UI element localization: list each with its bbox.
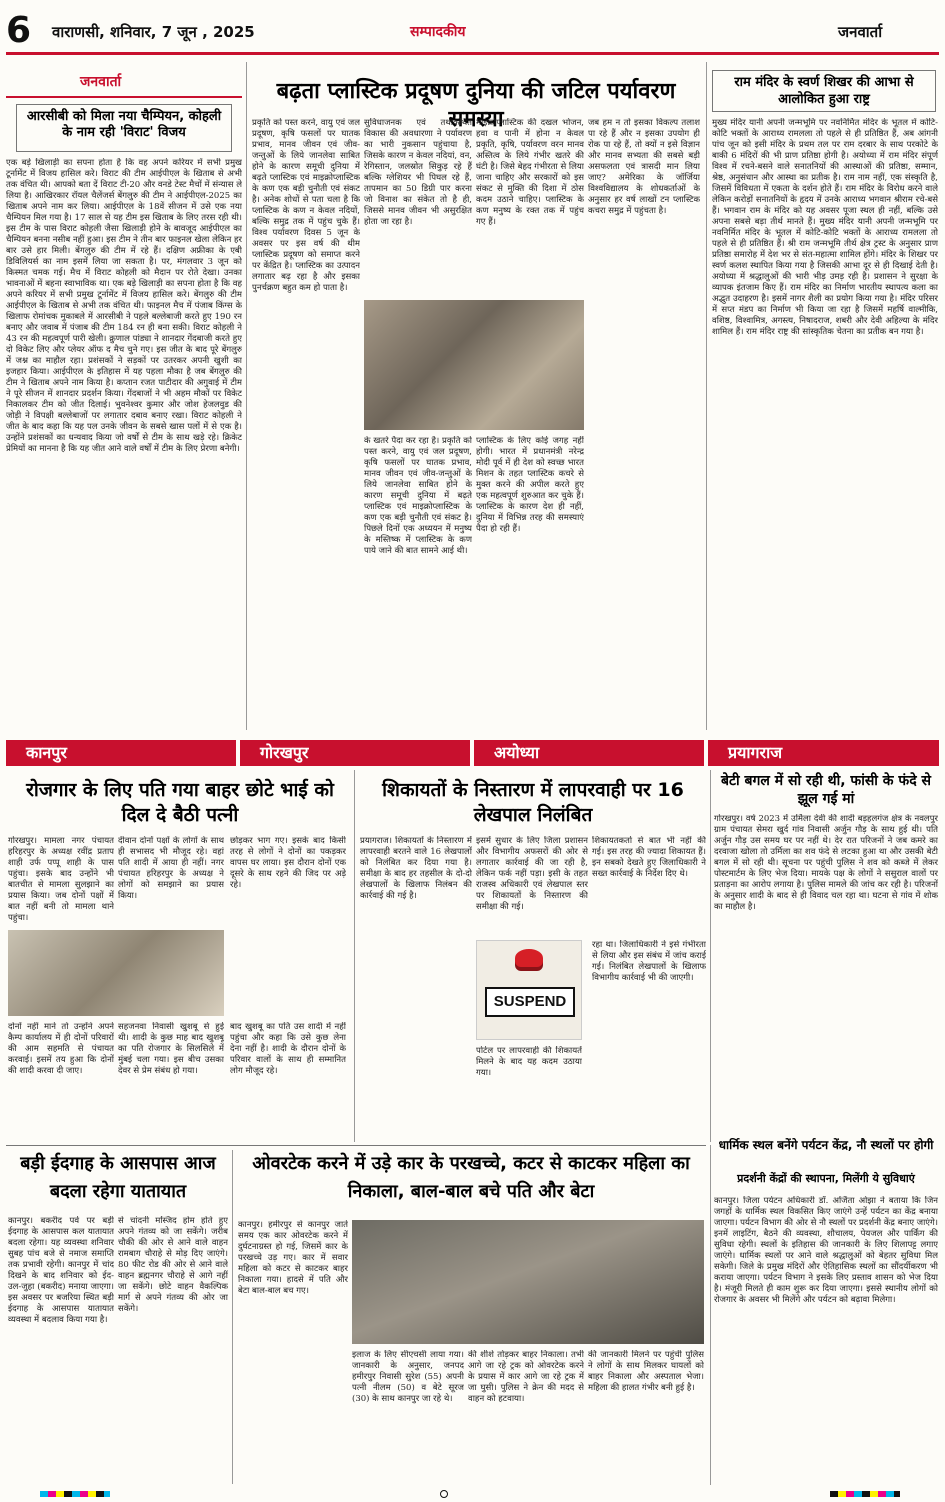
- tourism-story-subhead: प्रदर्शनी केंद्रों की स्थापना, मिलेंगी ये सुविधाएं: [737, 1172, 915, 1185]
- main-article-col-3: माइक्रोप्लास्टिक की दखल भोजन, हवा व पानी में होना न केवल प्रकृति, कृषि, पर्यावरण वरन मानव अस्तित्व के लिये गंभीर खतरे की घंटी है। जिसे बेहद गंभीरता से लिया जाना चाहिए और सरकारों को इस संकट से मुक्ति की दिशा में ठोस कदम उठाने चाहिए। प्लास्टिक के कण मनुष्य के रक्त तक में पहुंच गए हैं।: [476, 118, 584, 227]
- accident-story-col-4: की जानकारी मिलने पर पहुंची पुलिस ने लोगों के साथ मिलकर घायलों को बाहर निकाला और अस्पताल भेजा। महिला की हालत गंभीर बनी हुई है।: [588, 1350, 704, 1393]
- suspend-graphic: [476, 940, 582, 1040]
- tourism-story-headline: धार्मिक स्थल बनेंगे पर्यटन केंद्र, नौ स्थलों पर होगी: [718, 1138, 934, 1152]
- registration-marks: [0, 1488, 945, 1500]
- ayodhya-story-col-3: शिकायतकर्ता से बात भी नहीं की गई। इस तरह की ज्यादा शिकायत हैं। इन सबको देखते हुए जिलाधिकारी ने सख्त कार्रवाई के निर्देश दिए थे।: [592, 836, 706, 879]
- page-number: 6: [6, 10, 32, 51]
- column-rule: [232, 1150, 233, 1484]
- column-rule: [710, 1145, 711, 1485]
- kanpur-story-col-6: बाद खुशबू का पति उस शादी में नहीं पहुंचा और कहा कि उसे कुछ लेना देना नहीं है। शादी के दौरान दोनों के परिवार वालों के साथ ही सम्मानित लोग मौजूद रहे।: [230, 1022, 346, 1076]
- prayagraj-story-body: गोरखपुर। वर्ष 2023 में उर्मिला देवी की शादी बड़हलगंज क्षेत्र के नवलपुर ग्राम पंचायत सेमरा खुर्द गांव निवासी अर्जुन गौड़ के साथ हुई थी। पति अर्जुन गौड़ उस समय घर पर नहीं थे। देर रात परिजनों ने जब कमरे का दरवाजा खोला तो उर्मिला का शव फंदे से लटका हुआ था और उसकी बेटी बगल में सो रही थी। सूचना पर पहुंची पुलिस ने शव को कब्जे में लेकर पोस्टमार्टम के लिए भेज दिया। मायके पक्ष के लोगों ने ससुराल वालों पर प्रताड़ना का आरोप लगाया है। पुलिस मामले की जांच कर रही है। परिजनों के अनुसार शादी के बाद से ही विवाद चल रहा था। घटना से गांव में शोक का माहौल है।: [714, 814, 938, 912]
- ayodhya-story-col-4: रहा था। जिलाधिकारी ने इसे गंभीरता से लिया और इस संबंध में जांच कराई गई। निलंबित लेखपालों के खिलाफ विभागीय कार्रवाई भी की जाएगी।: [592, 940, 706, 983]
- column-rule: [354, 770, 355, 1142]
- left-article-body: एक बड़े खिलाड़ी का सपना होता है कि वह अपने करियर में सभी प्रमुख टूर्नामेंट में विजय हासिल करे। विराट की टीम आईपीएल के खिताब से अभी तक वंचित थी। आपको बता दें विराट टी-20 और वनडे टेस्ट मैचों में संन्यास ले लिया है। आखिरकार रॉयल चैलेंजर्स बेंगलुरु की टीम ने आईपीएल-2025 का खिताब अपने नाम कर लिया। आईपीएल के 18वें सीजन में उसे एक नया चैम्पियन मिल गया है। 17 साल से यह टीम इस खिताब के लिए तरस रही थी। इस टीम के पास विराट कोहली जैसा खिलाड़ी होने के बावजूद आईपीएल का चैम्पियन बनना नसीब नहीं हुआ। इस टीम ने तीन बार फाइनल खेला लेकिन हर बार उसे हार मिली। बेंगलुरु की टीम में रहे हैं। दक्षिण अफ्रीका के एबी डिविलियर्स का नाम इसमें लिया जा सकता है। पर, मंगलवार 3 जून को किस्मत चमक गई। मैच में विराट कोहली को मैदान पर रोते देखा। उनका भावनाओं में बहना स्वाभाविक था। एक बड़े खिलाड़ी का सपना होता है कि वह अपने करियर में सभी प्रमुख टूर्नामेंट में विजय हासिल करे। बेंगलुरु की टीम आईपीएल के खिताब से अभी तक वंचित थी। फाइनल मैच में पंजाब किंग्स के खिलाफ रोमांचक मुकाबले में आरसीबी ने पहले बल्लेबाजी करते हुए 190 रन बनाए और जवाब में पंजाब की टीम 184 रन ही बना सकी। विराट कोहली ने 43 रन की महत्वपूर्ण पारी खेली। क्रुणाल पांड्या ने शानदार गेंदबाजी करते हुए दो विकेट लिए और प्लेयर ऑफ द मैच चुने गए। इस जीत के बाद पूरे बेंगलुरु में जश्न का माहौल रहा। प्रशंसकों ने सड़कों पर उतरकर अपनी खुशी का इजहार किया। आईपीएल के इतिहास में यह पहला मौका है जब बेंगलुरु की टीम ने खिताब अपने नाम किया है। कप्तान रजत पाटीदार की अगुवाई में टीम ने पूरे सीजन में शानदार प्रदर्शन किया। गेंदबाजों ने भी अहम मौकों पर विकेट निकालकर टीम को जीत दिलाई। भुवनेश्वर कुमार और जोश हेजलवुड की जोड़ी ने विपक्षी बल्लेबाजों पर लगातार दबाव बनाए रखा। विराट कोहली ने जीत के बाद कहा कि यह पल उनके जीवन के सबसे खास पलों में से एक है। उन्होंने प्रशंसकों का धन्यवाद किया जो वर्षों से टीम के साथ खड़े रहे। क्रिकेट प्रेमियों का मानना है कि यह जीत आने वाले वर्षों में टीम के लिए प्रेरणा बनेगी।: [6, 158, 242, 454]
- city-banner-ayodhya: अयोध्या: [474, 740, 704, 766]
- accident-story-col-1: कानपुर। हमीरपुर से कानपुर जाते समय एक कार ओवरटेक करने में दुर्घटनाग्रस्त हो गई, जिसमें कार के परखच्चे उड़ गए। कार में सवार महिला को कटर से काटकर बाहर निकाला गया। हादसे में पति और बेटा बाल-बाल बच गए।: [238, 1220, 348, 1296]
- kanpur-story-col-1: गोरखपुर। मामला नगर पंचायत हरिहरपुर के अध्यक्ष रवींद्र प्रताप शाही उर्फ पप्पू शाही के पास पहुंचा। इसके बाद उन्होंने भी बातचीत से मामला सुलझाने का प्रयास किया। जब दोनों पक्षों में बात नहीं बनी तो मामला थाने पहुंचा।: [8, 836, 114, 923]
- city-banner-kanpur: कानपुर: [6, 740, 236, 766]
- city-banner-gorakhpur: गोरखपुर: [240, 740, 470, 766]
- right-article-headline: राम मंदिर के स्वर्ण शिखर की आभा से आलोकित हुआ राष्ट्र: [712, 70, 936, 112]
- left-article-headline: आरसीबी को मिला नया चैम्पियन, कोहली के नाम रही 'विराट' विजय: [16, 104, 232, 152]
- red-button-icon: [515, 949, 543, 967]
- ayodhya-story-col-1: प्रयागराज। शिकायतों के निस्तारण में लापरवाही बरतने वाले 16 लेखपालों को निलंबित कर दिया गया है। समीक्षा के बाद हर तहसील के दो-दो लेखपालों के खिलाफ निलंबन की कार्रवाई की गई है।: [360, 836, 472, 901]
- main-article-col-2: सुविधाजनक एवं तथाकथित विकास की अवधारणा ने पर्यावरण का भारी नुकसान पहुंचाया है, जिसके कारण न केवल नदियां, वन, रेगिस्तान, जलस्रोत सिकुड़ रहे हैं बल्कि ग्लेशियर भी पिघल रहे हैं, तापमान का 50 डिग्री पार करना जो विनाश का संकेत तो है ही, जिससे मानव जीवन भी असुरक्षित होता जा रहा है।: [364, 118, 472, 227]
- right-article-body: मुख्य मंदिर यानी अपनी जन्मभूमि पर नवनिर्मित मंदिर के भूतल में कोटि-कोटि भक्तों के आराध्य रामलला तो पहले से ही प्रतिष्ठित हैं, अब आंगनी पांच जून को इसी मंदिर के प्रथम तल पर राम दरबार के साथ परकोटे के बाकी 6 मंदिरों की भी प्राण प्रतिष्ठा होगी है। अयोध्या में राम मंदिर संपूर्ण विश्व में रचने-बसने वाले सनातनियों की आस्थाओं की प्रतिष्ठा, सम्मान, श्रेष्ठ, अनुसंधान और आस्था का प्रतीक है। राम नाम नहीं, एक संस्कृति है, जिसमें विविधता में एकता के दर्शन होते हैं। राम मंदिर के विरोध करने वाले लेकिन करोड़ों सनातनियों के हृदय में उनके आराध्य भगवान श्रीराम रचे-बसे हैं। भगवान राम के मंदिर को यह अवसर पूजा स्थल ही नहीं, बल्कि उसे अपना सबसे बड़ा तीर्थ मानते हैं। मुख्य मंदिर यानी अपनी जन्मभूमि पर नवनिर्मित मंदिर के भूतल में कोटि-कोटि भक्तों के आराध्य रामलला तो पहले से ही प्रतिष्ठित हैं। श्री राम जन्मभूमि तीर्थ क्षेत्र ट्रस्ट के अनुसार प्राण प्रतिष्ठा समारोह में देश भर से संत-महात्मा शामिल होंगे। मंदिर के शिखर पर स्वर्ण कलश स्थापित किया गया है जिसकी आभा दूर से ही दिखाई देती है। अयोध्या में श्रद्धालुओं की भारी भीड़ उमड़ रही है। प्रशासन ने सुरक्षा के व्यापक इंतजाम किए हैं। राम मंदिर का निर्माण भारतीय स्थापत्य कला का अद्भुत उदाहरण है। इसमें नागर शैली का प्रयोग किया गया है। मंदिर परिसर में सप्त मंडप का निर्माण भी किया जा रहा है जिसमें महर्षि वाल्मीकि, वशिष्ठ, विश्वामित्र, अगस्त्य, निषादराज, शबरी और देवी अहिल्या के मंदिर शामिल हैं। राम मंदिर राष्ट्र की सांस्कृतिक चेतना का प्रतीक बन गया है।: [712, 118, 938, 337]
- kanpur-story-col-4: दोनों नहीं माने तो उन्होंने अपने कैम्प कार्यालय में ही दोनों परिवारों की आम सहमति से पंचायत करवाई। इसमें तय हुआ कि दोनों की शादी करवा दी जाए।: [8, 1022, 114, 1076]
- accident-story-col-2: इलाज के लिए सीएचसी लाया गया। जानकारी के अनुसार, जनपद हमीरपुर निवासी सुरेश (55) अपनी पत्नी नीलम (50) व बेटे सूरज (30) के साथ कानपुर जा रहे थे।: [352, 1350, 464, 1404]
- prayagraj-story-headline: बेटी बगल में सो रही थी, फांसी के फंदे से झूल गई मां: [720, 773, 931, 807]
- main-article-col-6: प्लास्टिक के लिए कोई जगह नहीं होगी। भारत में प्रधानमंत्री नरेन्द्र मोदी पूर्व में ही देश को स्वच्छ भारत मिशन के तहत प्लास्टिक कचरे से मुक्त करने की अपील करते हुए एक महत्वपूर्ण शुरुआत कर चुके हैं। प्लास्टिक के कारण देश ही नहीं, दुनिया में विभिन्न तरह की समस्याएं पैदा हो रही हैं।: [476, 436, 584, 534]
- kanpur-story-col-3: छोड़कर भाग गए। इसके बाद किसी तरह से लोगों ने दोनों का पकड़कर वापस घर लाया। इस दौरान दोनों एक दूसरे के साथ रहने की जिद पर अड़े रहे।: [230, 836, 346, 890]
- ayodhya-story-col-2: इसमें सुधार के लिए जिला प्रशासन और विभागीय अफसरों की ओर से लगातार कार्रवाई की जा रही है, लेकिन फर्क नहीं पड़ा। इसी के तहत राजस्व अधिकारी एवं लेखपाल स्तर पर शिकायतों के निस्तारण की समीक्षा की गई।: [476, 836, 588, 912]
- left-label-rule: [6, 96, 242, 98]
- main-article-headline: बढ़ता प्लास्टिक प्रदूषण दुनिया की जटिल पर्यावरण समस्या: [276, 79, 676, 132]
- accident-story-col-3: की शीशे तोड़कर बाहर निकाला। तभी आगे जा रहे ट्रक को ओवरटेक करने के प्रयास में कार आगे जा रहे ट्रक में जा घुसी। पुलिस ने क्रेन की मदद से वाहन को हटवाया।: [468, 1350, 584, 1404]
- accident-car-photo: [352, 1220, 704, 1344]
- section-rule: [6, 1145, 706, 1146]
- kanpur-story-col-5: सहजनवा निवासी खुशबू से हुई थी। शादी के कुछ माह बाद खुशबू का पति रोजगार के सिलसिले में मुंबई चला गया। इस बीच उसका देवर से प्रेम संबंध हो गया।: [118, 1022, 224, 1076]
- main-article-col-5: के खतरे पैदा कर रहा है। प्रकृति को पस्त करने, वायु एवं जल प्रदूषण, कृषि फसलों पर घातक प्रभाव, मानव जीवन एवं जीव-जन्तुओं के लिये जानलेवा साबित होने के कारण समूची दुनिया में बढ़ते प्लास्टिक एवं माइक्रोप्लास्टिक के कण एक बड़ी चुनौती एवं संकट है। पिछले दिनों एक अध्ययन में मनुष्य के मस्तिष्क में प्लास्टिक के कण पाये जाने की बात सामने आई थी।: [364, 436, 472, 556]
- section-title: सम्पादकीय: [410, 24, 466, 40]
- dateline: वाराणसी, शनिवार, 7 जून , 2025: [52, 23, 255, 41]
- panchayat-gathering-photo: [8, 930, 224, 1016]
- column-rule: [246, 62, 247, 730]
- column-rule: [710, 770, 711, 1142]
- idgah-story-col-1: कानपुर। बकरीद पर्व पर बड़ी ईदगाह के आसपास कल यातायात बदला रहेगा। यह व्यवस्था शनिवार सुबह पांच बजे से नमाज समाप्ति तक प्रभावी रहेगी। कानपुर में चांद दिखने के बाद शनिवार को ईद-उल-जुहा (बकरीद) मनाया जाएगा। इस अवसर पर बजरिया स्थित बड़ी ईदगाह के आसपास यातायात व्यवस्था में बदलाव किया गया है।: [8, 1216, 114, 1325]
- idgah-story-col-2: से चांदनी मस्जिद होम होते हुए अपने गंतव्य को जा सकेंगे। जरीब चौकी की ओर से आने वाले वाहन रामबाग चौराहे से मोड़ दिए जाएंगे। 80 फीट रोड की ओर से आने वाले वाहन ब्रह्मनगर चौराहे से आगे नहीं जा सकेंगे। छोटे वाहन वैकल्पिक मार्ग से अपने गंतव्य की ओर जा सकेंगे।: [118, 1216, 228, 1314]
- accident-story-headline: ओवरटेक करने में उड़े कार के परखच्चे, कटर से काटकर महिला का निकाला, बाल-बाल बचे पति और बेटा: [252, 1153, 690, 1202]
- ayodhya-story-col-5: पोर्टल पर लापरवाही की शिकायतें मिलने के बाद यह कदम उठाया गया।: [476, 1046, 582, 1078]
- kanpur-story-headline: रोजगार के लिए पति गया बाहर छोटे भाई को दिल दे बैठी पत्नी: [26, 779, 334, 826]
- kanpur-story-col-2: दीवान दोनों पक्षों के लोगों के साथ ही सभासद भी मौजूद रहे। वहां पति शादी में आया ही नहीं। नगर पंचायत हरिहरपुर के अध्यक्ष ने लोगों को समझाने का प्रयास किया।: [118, 836, 224, 901]
- main-article-col-1: प्रकृति को पस्त करने, वायु एवं जल प्रदूषण, कृषि फसलों पर घातक प्रभाव, मानव जीवन एवं जीव-जन्तुओं के लिये जानलेवा साबित होने के कारण समूची दुनिया में बढ़ते प्लास्टिक एवं माइक्रोप्लास्टिक के कण एक बड़ी चुनौती एवं संकट है। अनेक शोधों से पता चला है कि प्लास्टिक के कण न केवल नदियों, बल्कि समुद्र तक में पहुंच चुके हैं। विश्व पर्यावरण दिवस 5 जून के अवसर पर इस वर्ष की थीम प्लास्टिक प्रदूषण को समाप्त करने पर केंद्रित है। प्लास्टिक का उत्पादन लगातार बढ़ रहा है और इसका पुनर्चक्रण बहुत कम हो पाता है।: [252, 118, 360, 293]
- idgah-story-headline: बड़ी ईदगाह के आसपास आज बदला रहेगा यातायात: [20, 1153, 216, 1202]
- suspend-stamp: SUSPEND: [485, 987, 575, 1017]
- ayodhya-story-headline: शिकायतों के निस्तारण में लापरवाही पर 16 लेखपाल निलंबित: [382, 779, 684, 826]
- left-article-label: जनवार्ता: [80, 74, 122, 90]
- main-article-col-4: जब हम न तो इसका विकल्प तलाश पा रहे हैं और न इसका उपयोग ही रोक पा रहे हैं, तो क्यों न इसे विज्ञान और मानव सभ्यता की सबसे बड़ी असफलता एवं त्रासदी मान लिया जाए? अमेरिका के जॉर्जिया विश्वविद्यालय के शोधकर्ताओं के अनुसार हर वर्ष लाखों टन प्लास्टिक कचरा समुद्र में पहुंचता है।: [588, 118, 700, 216]
- column-rule: [706, 62, 707, 730]
- tourism-story-body: कानपुर। जिला पर्यटन अधिकारी डॉ. अर्जिता ओझा ने बताया कि जिन जगहों के धार्मिक स्थल विकसित किए जाएंगे उन्हें पर्यटन का केंद्र बनाया जाएगा। पर्यटन विभाग की ओर से नौ स्थलों पर प्रदर्शनी केंद्र बनाए जाएंगे। इनमें लाइटिंग, बैठने की व्यवस्था, शौचालय, पेयजल और पार्किंग की सुविधा रहेगी। स्थलों के इतिहास की जानकारी के लिए शिलापट्ट लगाए जाएंगे। धार्मिक स्थलों पर आने वाले श्रद्धालुओं को बेहतर सुविधा मिल सकेगी। जिले के प्रमुख मंदिरों और ऐतिहासिक स्थलों का सौंदर्यीकरण भी कराया जाएगा। पर्यटन विभाग ने इसके लिए प्रस्ताव शासन को भेज दिया है। मंजूरी मिलते ही काम शुरू कर दिया जाएगा। इससे स्थानीय लोगों को रोजगार के अवसर भी मिलेंगे और पर्यटन को बढ़ावा मिलेगा।: [714, 1196, 938, 1305]
- plastic-pollution-photo: [364, 300, 584, 430]
- left-article: [6, 62, 242, 730]
- top-rule: [6, 52, 939, 55]
- brand-name: जनवार्ता: [838, 23, 883, 41]
- city-banner-prayagraj: प्रयागराज: [708, 740, 939, 766]
